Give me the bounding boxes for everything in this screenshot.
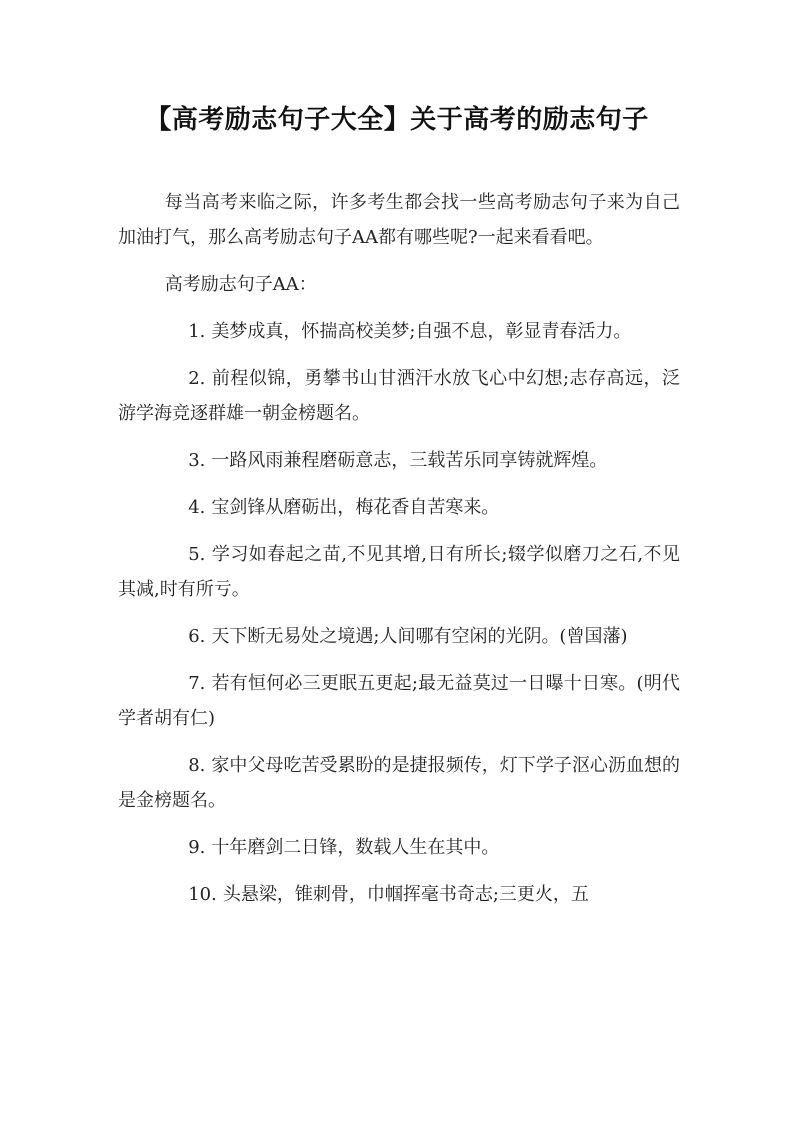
item-text: 头悬梁，锥刺骨，巾帼挥毫书奇志;三更火，五 <box>222 884 589 905</box>
intro-paragraph: 每当高考来临之际，许多考生都会找一些高考励志句子来为自己加油打气，那么高考励志句子AA都有哪些呢?一起来看看吧。 <box>118 192 680 248</box>
list-item <box>118 748 680 818</box>
item-number: 3. <box>188 450 206 471</box>
item-text: 一路风雨兼程磨砺意志，三载苦乐同享铸就辉煌。 <box>211 450 608 471</box>
item-number: 6. <box>188 626 206 647</box>
item-number: 1. <box>188 321 206 342</box>
list-item <box>118 619 680 654</box>
item-text: 学习如春起之苗,不见其增,日有所长;辍学似磨刀之石,不见其减,时有所亏。 <box>118 544 680 600</box>
item-number: 5. <box>188 544 206 565</box>
list-item <box>118 877 680 912</box>
section-heading: 高考励志句子AA： <box>164 274 317 295</box>
item-number: 7. <box>188 673 206 694</box>
list-item <box>118 314 680 349</box>
item-text: 前程似锦，勇攀书山甘洒汗水放飞心中幻想;志存高远，泛游学海竞逐群雄一朝金榜题名。 <box>118 368 680 424</box>
item-number: 2. <box>188 368 206 389</box>
page-title: 【高考励志句子大全】关于高考的励志句子 <box>145 105 649 135</box>
list-item <box>118 830 680 865</box>
item-text: 十年磨剑二日锋，数载人生在其中。 <box>211 837 500 858</box>
item-number: 4. <box>188 497 206 518</box>
item-text: 天下断无易处之境遇;人间哪有空闲的光阴。(曾国藩) <box>211 626 628 647</box>
list-item <box>118 443 680 478</box>
item-text: 家中父母吃苦受累盼的是捷报频传，灯下学子沤心沥血想的是金榜题名。 <box>118 755 680 811</box>
item-number: 8. <box>188 755 206 776</box>
document-body <box>118 185 680 924</box>
list-item <box>118 666 680 736</box>
item-text: 美梦成真，怀揣高校美梦;自强不息，彰显青春活力。 <box>211 321 632 342</box>
list-item <box>118 361 680 431</box>
item-text: 宝剑锋从磨砺出，梅花香自苦寒来。 <box>211 497 500 518</box>
item-number: 9. <box>188 837 206 858</box>
item-number: 10. <box>188 884 217 905</box>
list-item <box>118 490 680 525</box>
item-text: 若有恒何必三更眠五更起;最无益莫过一日曝十日寒。(明代学者胡有仁) <box>118 673 680 729</box>
list-item <box>118 537 680 607</box>
